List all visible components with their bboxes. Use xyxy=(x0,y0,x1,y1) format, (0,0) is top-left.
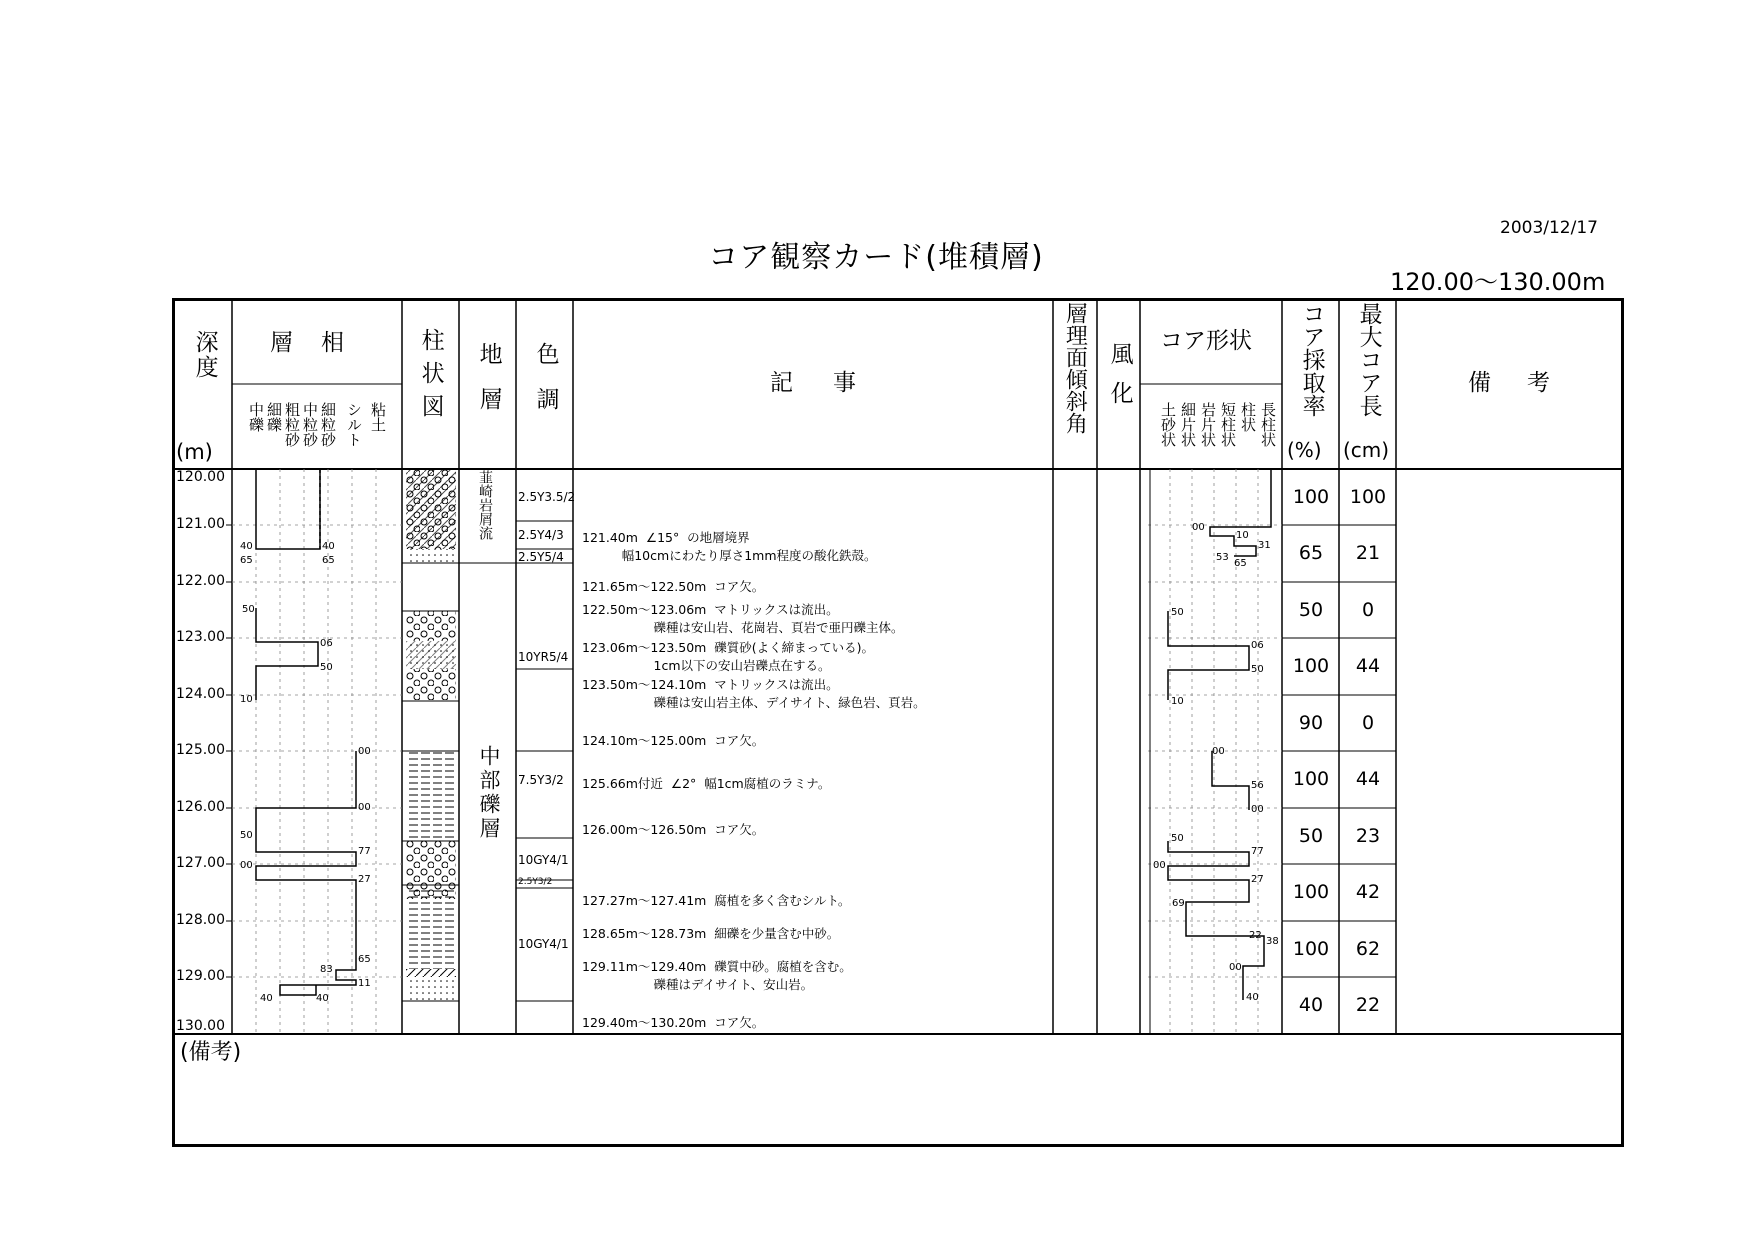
recovery-cell: 100 xyxy=(1292,486,1330,508)
header-recovery-unit: (%) xyxy=(1287,438,1322,462)
note-line: 礫種は安山岩主体、デイサイト、緑色岩、頁岩。 xyxy=(582,695,926,710)
facies-value: 65 xyxy=(358,954,371,965)
note-line: 126.00m～126.50m コア欠。 xyxy=(582,822,765,837)
depth-label: 123.00 xyxy=(176,629,225,645)
color-label: 2.5Y3/2 xyxy=(518,877,553,887)
note-line: 121.65m～122.50m コア欠。 xyxy=(582,579,765,594)
shape-value: 50 xyxy=(1171,833,1184,844)
max-core-cell: 21 xyxy=(1355,542,1381,564)
facies-sub-1: 細礫 xyxy=(265,402,283,432)
max-core-cell: 44 xyxy=(1355,768,1381,790)
shape-value: 00 xyxy=(1153,860,1166,871)
shape-value: 56 xyxy=(1251,780,1264,791)
depth-label: 120.00 xyxy=(176,469,225,485)
color-label: 2.5Y3.5/2 xyxy=(518,490,576,504)
max-core-cell: 0 xyxy=(1361,599,1375,621)
remarks-label: (備考) xyxy=(180,1040,242,1065)
shape-value: 00 xyxy=(1229,962,1242,973)
core-shape-sub-4: 柱状 xyxy=(1239,402,1257,432)
shape-value: 40 xyxy=(1246,992,1259,1003)
header-weathering: 風化 xyxy=(1106,342,1133,420)
header-notes: 記事 xyxy=(770,370,896,396)
facies-sub-4: 細粒砂 xyxy=(319,402,337,447)
shape-value: 53 xyxy=(1216,552,1229,563)
header-depth-unit: (m) xyxy=(176,440,213,464)
shape-value: 00 xyxy=(1212,746,1225,757)
shape-value: 50 xyxy=(1171,607,1184,618)
color-label: 10GY4/1 xyxy=(518,937,569,951)
facies-value: 50 xyxy=(240,830,253,841)
facies-value: 50 xyxy=(242,604,255,615)
header-remarks: 備考 xyxy=(1468,370,1586,396)
note-line: 123.06m～123.50m 礫質砂(よく締まっている)。 xyxy=(582,640,875,655)
color-label: 7.5Y3/2 xyxy=(518,773,564,787)
color-label: 10GY4/1 xyxy=(518,853,569,867)
facies-sub-0: 中礫 xyxy=(247,402,265,432)
facies-sub-3: 中粒砂 xyxy=(301,402,319,447)
color-label: 2.5Y5/4 xyxy=(518,550,564,564)
note-line: 幅10cmにわたり厚さ1mm程度の酸化鉄殻。 xyxy=(582,548,877,563)
recovery-cell: 90 xyxy=(1298,712,1324,734)
depth-label: 128.00 xyxy=(176,912,225,928)
header-column: 柱状図 xyxy=(417,328,444,427)
recovery-cell: 100 xyxy=(1292,881,1330,903)
recovery-cell: 100 xyxy=(1292,655,1330,677)
shape-value: 06 xyxy=(1251,640,1264,651)
max-core-cell: 22 xyxy=(1355,994,1381,1016)
facies-value: 00 xyxy=(240,860,253,871)
header-facies: 層相 xyxy=(270,330,372,356)
depth-label: 122.00 xyxy=(176,573,225,589)
shape-value: 00 xyxy=(1251,804,1264,815)
header-recovery: コア採取率 xyxy=(1298,302,1325,417)
shape-value: 31 xyxy=(1258,540,1271,551)
note-line: 129.40m～130.20m コア欠。 xyxy=(582,1015,765,1030)
depth-label: 130.00 xyxy=(176,1018,225,1034)
date: 2003/12/17 xyxy=(1500,218,1598,238)
note-line: 127.27m～127.41m 腐植を多く含むシルト。 xyxy=(582,893,851,908)
header-color: 色調 xyxy=(532,342,559,432)
recovery-cell: 100 xyxy=(1292,938,1330,960)
strata-lower: 中部礫層 xyxy=(477,745,501,841)
facies-value: 50 xyxy=(320,662,333,673)
facies-value: 10 xyxy=(240,694,253,705)
depth-label: 126.00 xyxy=(176,799,225,815)
note-line: 125.66m付近 ∠2° 幅1cm腐植のラミナ。 xyxy=(582,776,831,791)
facies-sub-5: シルト xyxy=(345,402,363,447)
facies-value: 40 xyxy=(316,993,329,1004)
note-line: 礫種は安山岩、花崗岩、頁岩で亜円礫主体。 xyxy=(582,620,904,635)
core-shape-sub-0: 土砂状 xyxy=(1159,402,1177,447)
shape-value: 27 xyxy=(1251,874,1264,885)
note-line: 128.65m～128.73m 細礫を少量含む中砂。 xyxy=(582,926,840,941)
header-dip: 層理面傾斜角 xyxy=(1062,302,1088,434)
facies-value: 40 xyxy=(322,541,335,552)
shape-value: 65 xyxy=(1234,558,1247,569)
facies-value: 00 xyxy=(358,746,371,757)
strata-upper: 韮崎岩屑流 xyxy=(477,470,493,540)
note-line: 礫種はデイサイト、安山岩。 xyxy=(582,977,814,992)
note-line: 124.10m～125.00m コア欠。 xyxy=(582,733,765,748)
shape-value: 10 xyxy=(1236,530,1249,541)
shape-value: 00 xyxy=(1192,522,1205,533)
shape-value: 38 xyxy=(1266,936,1279,947)
note-line: 123.50m～124.10m マトリックスは流出。 xyxy=(582,677,839,692)
facies-value: 40 xyxy=(240,541,253,552)
header-strata: 地層 xyxy=(475,342,502,432)
header-max-core-unit: (cm) xyxy=(1343,438,1390,462)
depth-label: 121.00 xyxy=(176,516,225,532)
recovery-cell: 65 xyxy=(1298,542,1324,564)
shape-value: 69 xyxy=(1172,898,1185,909)
header-depth: 深度 xyxy=(191,330,218,380)
shape-value: 10 xyxy=(1171,696,1184,707)
facies-value: 83 xyxy=(320,964,333,975)
facies-value: 40 xyxy=(260,993,273,1004)
facies-value: 00 xyxy=(358,802,371,813)
shape-value: 22 xyxy=(1249,930,1262,941)
header-core-shape: コア形状 xyxy=(1160,328,1252,354)
page-title: コア観察カード(堆積層) xyxy=(708,240,1044,275)
note-line: 129.11m～129.40m 礫質中砂。腐植を含む。 xyxy=(582,959,852,974)
max-core-cell: 0 xyxy=(1361,712,1375,734)
depth-label: 125.00 xyxy=(176,742,225,758)
facies-value: 11 xyxy=(358,978,371,989)
core-shape-sub-1: 細片状 xyxy=(1179,402,1197,447)
core-shape-sub-5: 長柱状 xyxy=(1259,402,1277,447)
core-shape-sub-2: 岩片状 xyxy=(1199,402,1217,447)
recovery-cell: 50 xyxy=(1298,825,1324,847)
header-max-core: 最大コア長 xyxy=(1355,302,1382,417)
color-label: 10YR5/4 xyxy=(518,650,569,664)
depth-label: 127.00 xyxy=(176,855,225,871)
facies-value: 65 xyxy=(322,555,335,566)
recovery-cell: 100 xyxy=(1292,768,1330,790)
shape-value: 50 xyxy=(1251,664,1264,675)
note-line: 121.40m ∠15° の地層境界 xyxy=(582,530,750,545)
max-core-cell: 42 xyxy=(1355,881,1381,903)
depth-range: 120.00～130.00m xyxy=(1390,268,1606,296)
shape-value: 77 xyxy=(1251,846,1264,857)
facies-value: 77 xyxy=(358,846,371,857)
depth-label: 129.00 xyxy=(176,968,225,984)
color-label: 2.5Y4/3 xyxy=(518,528,564,542)
note-line: 1cm以下の安山岩礫点在する。 xyxy=(582,658,831,673)
max-core-cell: 23 xyxy=(1355,825,1381,847)
note-line: 122.50m～123.06m マトリックスは流出。 xyxy=(582,602,839,617)
recovery-cell: 50 xyxy=(1298,599,1324,621)
max-core-cell: 62 xyxy=(1355,938,1381,960)
facies-sub-2: 粗粒砂 xyxy=(283,402,301,447)
max-core-cell: 100 xyxy=(1349,486,1387,508)
core-shape-sub-3: 短柱状 xyxy=(1219,402,1237,447)
recovery-cell: 40 xyxy=(1298,994,1324,1016)
facies-value: 27 xyxy=(358,874,371,885)
facies-value: 65 xyxy=(240,555,253,566)
facies-value: 06 xyxy=(320,638,333,649)
max-core-cell: 44 xyxy=(1355,655,1381,677)
depth-label: 124.00 xyxy=(176,686,225,702)
facies-sub-6: 粘土 xyxy=(369,402,387,432)
